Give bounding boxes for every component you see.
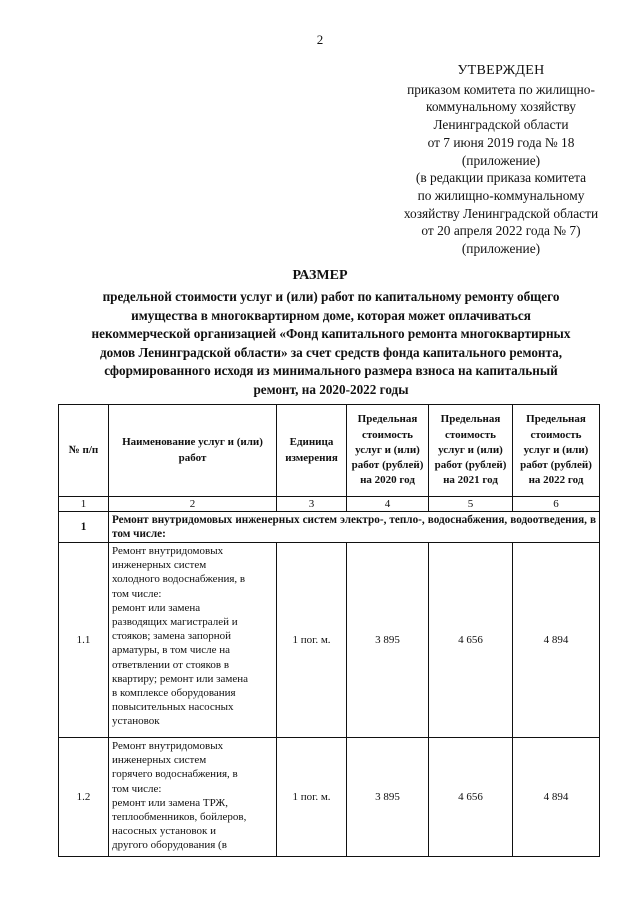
row-name-line: стояков; замена запорной	[112, 630, 232, 643]
section-number: 1	[59, 512, 109, 543]
section-row	[59, 512, 600, 543]
approval-line: Ленинградской области	[433, 117, 569, 133]
subtitle-line: некоммерческой организацией «Фонд капитального ремонта многоквартирных	[91, 326, 571, 342]
header-cost-2022: Предельная стоимость услуг и (или) работ (рублей) на 2022 год	[513, 405, 600, 497]
row-name-line: Ремонт внутридомовых	[112, 740, 224, 752]
row-name-line: квартиру; ремонт или замена	[112, 672, 248, 685]
table-header-row	[59, 405, 600, 497]
approval-title: УТВЕРЖДЕН	[457, 63, 545, 78]
header-unit: Единица измерения	[277, 405, 347, 497]
row-name-line: инженерных систем	[112, 559, 207, 572]
row-name-line: том числе:	[112, 782, 162, 795]
row-name-line: ремонт или замена ТРЖ,	[112, 796, 228, 809]
row-name-line: ответвлении от стояков в	[112, 658, 230, 671]
row-cost-2021: 4 656	[429, 738, 513, 857]
approval-line: (в редакции приказа комитета	[415, 170, 587, 186]
section-title: Ремонт внутридомовых инженерных систем электро-, тепло-, водоснабжения, водоотведения, в том числе:	[109, 512, 600, 543]
column-number: 1	[59, 497, 109, 512]
subtitle-line: сформированного исходя из минимального размера взноса на капитальный	[104, 363, 558, 379]
row-name-line: установок	[112, 715, 160, 728]
table-row	[59, 543, 600, 738]
column-number: 4	[347, 497, 429, 512]
subtitle-line: предельной стоимости услуг и (или) работ по капитальному ремонту общего	[102, 289, 560, 304]
page-number: 2	[316, 32, 324, 47]
header-name: Наименование услуг и (или) работ	[109, 405, 277, 497]
row-unit: 1 пог. м.	[277, 738, 347, 857]
row-unit: 1 пог. м.	[277, 543, 347, 738]
row-name	[109, 543, 277, 738]
cost-table	[58, 404, 600, 857]
row-name-line: арматуры, в том числе на	[112, 644, 231, 657]
row-name-line: повысительных насосных	[112, 701, 234, 714]
approval-line: приказом комитета по жилищно-	[407, 81, 595, 97]
approval-line: хозяйству Ленинградской области	[403, 205, 599, 221]
header-cost-2021: Предельная стоимость услуг и (или) работ (рублей) на 2021 год	[429, 405, 513, 497]
header-cost-2020: Предельная стоимость услуг и (или) работ (рублей) на 2020 год	[347, 405, 429, 497]
row-cost-2021: 4 656	[429, 543, 513, 738]
column-numbers-row	[59, 497, 600, 512]
row-name-line: горячего водоснабжения, в	[112, 768, 238, 781]
approval-line: от 7 июня 2019 года № 18	[427, 134, 575, 150]
row-name-line: другого оборудования (в	[112, 839, 227, 852]
subtitle-line: ремонт, на 2020-2022 годы	[253, 381, 409, 397]
row-name-line: ремонт или замена	[112, 601, 201, 614]
row-cost-2020: 3 895	[347, 738, 429, 857]
document-subtitle	[50, 288, 612, 400]
approval-line: по жилищно-коммунальному	[417, 187, 585, 203]
approval-line: от 20 апреля 2022 года № 7)	[421, 223, 581, 239]
approval-line: (приложение)	[461, 152, 541, 168]
approval-line: (приложение)	[461, 241, 541, 257]
row-cost-2022: 4 894	[513, 543, 600, 738]
row-name	[109, 738, 277, 857]
header-number: № п/п	[59, 405, 109, 497]
approval-line: коммунальному хозяйству	[426, 99, 576, 115]
row-name-line: теплообменников, бойлеров,	[112, 811, 247, 824]
row-cost-2020: 3 895	[347, 543, 429, 738]
table-row	[59, 738, 600, 857]
column-number: 6	[513, 497, 600, 512]
approval-block	[370, 62, 632, 258]
column-number: 5	[429, 497, 513, 512]
subtitle-line: имущества в многоквартирном доме, которая может оплачиваться	[131, 307, 531, 323]
row-number: 1.1	[59, 543, 109, 738]
row-name-line: Ремонт внутридомовых	[112, 545, 224, 557]
row-name-line: инженерных систем	[112, 754, 207, 767]
row-cost-2022: 4 894	[513, 738, 600, 857]
row-name-line: холодного водоснабжения, в	[112, 573, 246, 586]
subtitle-line: домов Ленинградской области» за счет средств фонда капитального ремонта,	[99, 344, 563, 360]
row-name-line: том числе:	[112, 587, 162, 600]
document-title: РАЗМЕР	[292, 268, 348, 283]
row-name-line: насосных установок и	[112, 825, 217, 838]
column-number: 2	[109, 497, 277, 512]
row-number: 1.2	[59, 738, 109, 857]
row-name-line: разводящих магистралей и	[112, 616, 238, 629]
column-number: 3	[277, 497, 347, 512]
row-name-line: в комплексе оборудования	[112, 687, 236, 700]
